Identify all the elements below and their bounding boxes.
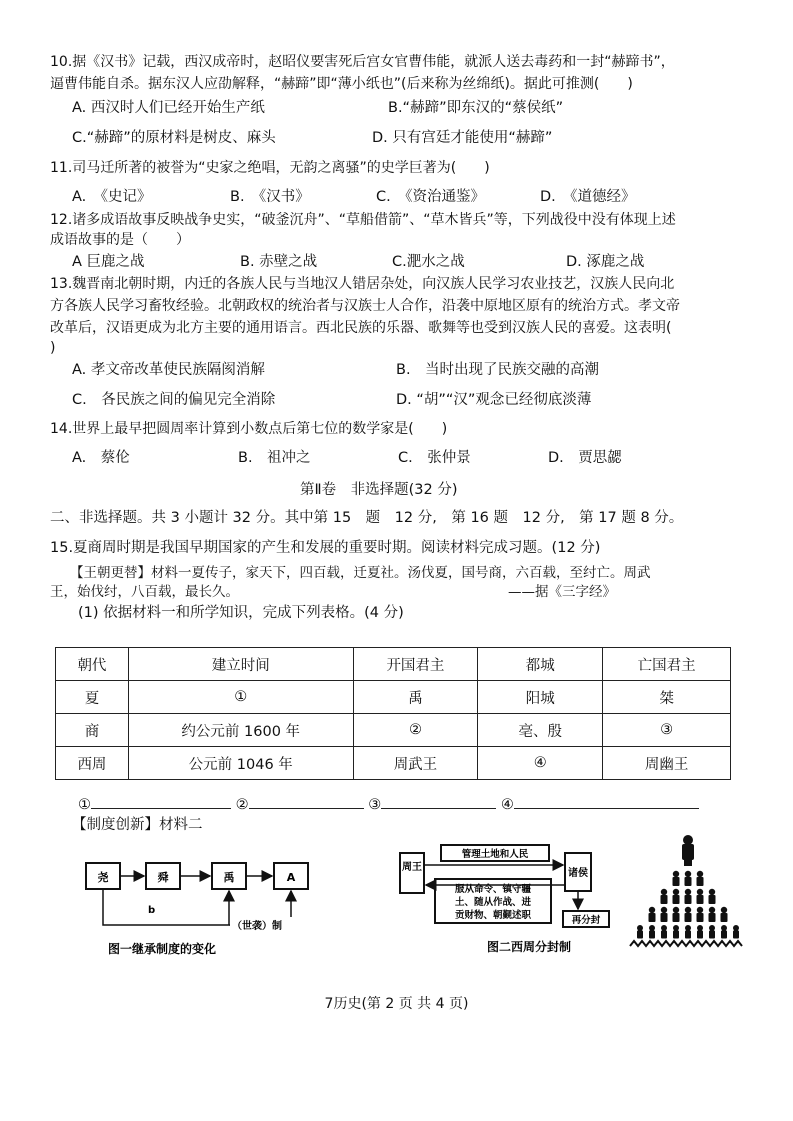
table-row xyxy=(56,681,731,714)
box-yu-label: 禹 xyxy=(223,871,235,884)
table-header-cell: 都城 xyxy=(478,648,603,681)
table-cell: ④ xyxy=(478,747,603,780)
q13-stem-line4: ) xyxy=(50,340,56,356)
table-header-cell: 建立时间 xyxy=(128,648,353,681)
table-cell: ① xyxy=(128,681,353,714)
zhou-king-label xyxy=(402,860,422,873)
refeoff-label: 再分封 xyxy=(571,915,601,926)
table-cell: 禹 xyxy=(353,681,478,714)
q12-option-c[interactable]: C.淝水之战 xyxy=(392,254,465,270)
q12-stem-line2: 成语故事的是（ ） xyxy=(50,232,190,248)
q10-option-d[interactable]: D. 只有宫廷才能使用“赫蹄” xyxy=(372,130,553,146)
duties-line2: 土、随从作战、进 xyxy=(454,897,532,908)
q12-option-a[interactable]: A 巨鹿之战 xyxy=(72,254,145,270)
q14-option-b[interactable]: B. 祖冲之 xyxy=(238,450,311,466)
q15-material1-line2: 王，始伐纣，八百载，最长久。 xyxy=(50,584,239,600)
figure2-caption: 图二西周分封制 xyxy=(487,940,572,954)
q15-material1-source: ——据《三字经》 xyxy=(508,584,616,600)
table-header-cell: 开国君主 xyxy=(353,648,478,681)
box-a-label: A xyxy=(286,871,296,884)
figure-succession-diagram xyxy=(80,855,330,965)
answer-blank-4[interactable] xyxy=(514,794,699,809)
q13-stem-line2: 方各族人民学习畜牧经验。北朝政权的统治者与汉族士人合作，沿袭中原地区原有的统治方式。孝文帝 xyxy=(50,298,680,314)
zhou-king-text: 周王 xyxy=(402,862,422,873)
q12-option-d[interactable]: D. 涿鹿之战 xyxy=(566,254,645,270)
q15-material2-label: 【制度创新】材料二 xyxy=(72,817,203,833)
hierarchy-pyramid-illustration xyxy=(628,830,748,952)
q14-option-d[interactable]: D. 贾思勰 xyxy=(548,450,622,466)
duties-line3: 贡财物、朝觐述职 xyxy=(454,910,532,921)
part2-title: 第Ⅱ卷 非选择题(32 分) xyxy=(300,482,458,498)
blank-label-1: ① xyxy=(78,797,91,813)
q13-option-b[interactable]: B. 当时出现了民族交融的高潮 xyxy=(396,362,600,378)
q12-option-b[interactable]: B. 赤壁之战 xyxy=(240,254,318,270)
q11-option-b[interactable]: B. 《汉书》 xyxy=(230,189,310,205)
q15-sub1: (1) 依据材料一和所学知识，完成下列表格。(4 分) xyxy=(78,605,404,621)
q13-option-a[interactable]: A. 孝文帝改革使民族隔阂消解 xyxy=(72,362,265,378)
page-footer: 7历史(第 2 页 共 4 页) xyxy=(324,996,469,1012)
q10-option-b[interactable]: B.“赫蹄”即东汉的“蔡侯纸” xyxy=(388,100,564,116)
table-row xyxy=(56,747,731,780)
answer-blank-1[interactable] xyxy=(91,794,231,809)
q11-option-c[interactable]: C. 《资治通鉴》 xyxy=(376,189,485,205)
q13-option-c[interactable]: C. 各民族之间的偏见完全消除 xyxy=(72,392,276,408)
table-header-cell: 亡国君主 xyxy=(603,648,731,681)
manage-land-label: 管理土地和人民 xyxy=(461,849,529,860)
q11-option-d[interactable]: D. 《道德经》 xyxy=(540,189,636,205)
table-cell: 阳城 xyxy=(478,681,603,714)
q14-stem: 14.世界上最早把圆周率计算到小数点后第七位的数学家是( ) xyxy=(50,421,448,437)
figure-feudal-diagram xyxy=(395,843,625,963)
q15-material1-line1: 【王朝更替】材料一夏传子，家天下，四百载，迁夏社。汤伐夏，国号商，六百载，至纣亡。周武 xyxy=(70,565,651,581)
answer-blank-2[interactable] xyxy=(249,794,364,809)
blank-label-3: ③ xyxy=(368,797,382,813)
label-hereditary: （世袭）制 xyxy=(232,921,282,932)
dynasty-table xyxy=(55,647,731,780)
answer-blanks xyxy=(78,794,699,813)
q14-option-c[interactable]: C. 张仲景 xyxy=(398,450,471,466)
table-cell: 约公元前 1600 年 xyxy=(128,714,353,747)
q10-stem-line2: 逼曹伟能自杀。据东汉人应劭解释，“赫蹄”即“薄小纸也”(后来称为丝绵纸)。据此可推测( ) xyxy=(50,76,633,92)
table-cell: 夏 xyxy=(56,681,129,714)
q13-stem-line1: 13.魏晋南北朝时期，内迁的各族人民与当地汉人错居杂处，向汉族人民学习农业技艺，汉族人民向北 xyxy=(50,276,675,292)
q13-stem-line3: 改革后，汉语更成为北方主要的通用语言。西北民族的乐器、歌舞等也受到汉族人民的喜爱。这表明( xyxy=(50,320,672,336)
blank-label-4: ④ xyxy=(500,797,514,813)
table-cell: 亳、殷 xyxy=(478,714,603,747)
q10-option-c[interactable]: C.“赫蹄”的原材料是树皮、麻头 xyxy=(72,130,276,146)
table-cell: 商 xyxy=(56,714,129,747)
answer-blank-3[interactable] xyxy=(381,794,496,809)
q10-option-a[interactable]: A. 西汉时人们已经开始生产纸 xyxy=(72,100,265,116)
box-yao-label: 尧 xyxy=(97,871,109,884)
figure1-caption: 图一继承制度的变化 xyxy=(108,942,217,956)
label-b: b xyxy=(148,905,156,916)
table-cell: 公元前 1046 年 xyxy=(128,747,353,780)
table-row xyxy=(56,714,731,747)
table-cell: 周武王 xyxy=(353,747,478,780)
table-cell: ③ xyxy=(603,714,731,747)
box-shun-label: 舜 xyxy=(157,871,169,884)
q10-stem-line1: 10.据《汉书》记载，西汉成帝时，赵昭仪要害死后宫女官曹伟能，就派人送去毒药和一封“赫蹄书”， xyxy=(50,54,675,70)
table-cell: 桀 xyxy=(603,681,731,714)
q14-option-a[interactable]: A. 蔡伦 xyxy=(72,450,130,466)
part2-intro: 二、非选择题。共 3 小题计 32 分。其中第 15 题 12 分, 第 16 题 12 分, 第 17 题 8 分。 xyxy=(50,510,684,526)
table-cell: 周幽王 xyxy=(603,747,731,780)
q11-option-a[interactable]: A. 《史记》 xyxy=(72,189,152,205)
duties-line1: 服从命令、镇守疆 xyxy=(454,884,532,895)
table-header-cell: 朝代 xyxy=(56,648,129,681)
table-cell: 西周 xyxy=(56,747,129,780)
table-cell: ② xyxy=(353,714,478,747)
table-header-row xyxy=(56,648,731,681)
q12-stem-line1: 12.诸多成语故事反映战争史实，“破釜沉舟”、“草船借箭”、“草木皆兵”等，下列战役中没有体现上述 xyxy=(50,212,676,228)
q13-option-d[interactable]: D. “胡”“汉”观念已经彻底淡薄 xyxy=(396,392,592,408)
q11-stem: 11.司马迁所著的被誉为“史家之绝唱，无韵之离骚”的史学巨著为( ) xyxy=(50,160,490,176)
blank-label-2: ② xyxy=(235,797,249,813)
box-zhou-king xyxy=(400,853,424,893)
q15-stem: 15.夏商周时期是我国早期国家的产生和发展的重要时期。阅读材料完成习题。(12 分) xyxy=(50,540,601,556)
lords-label: 诸侯 xyxy=(568,868,588,879)
